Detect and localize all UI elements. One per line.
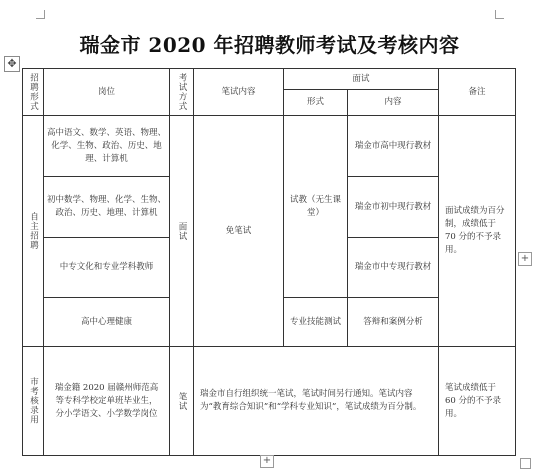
group2-exam-method: 笔试 [169, 346, 194, 456]
header-recruit-form: 招聘形式 [22, 68, 44, 116]
interview-form-trial-teaching: 试教（无生课堂） [283, 115, 348, 298]
group2-post: 瑞金籍 2020 届赣州师范高等专科学校定单班毕业生，分小学语文、小学数学岗位 [43, 346, 170, 456]
post-cell: 高中心理健康 [43, 297, 170, 347]
interview-content-cell: 瑞金市初中现行教材 [347, 176, 439, 238]
document-title: 瑞金市 2020 年招聘教师考试及考核内容 [79, 33, 460, 57]
header-remarks: 备注 [438, 68, 516, 116]
add-column-button[interactable]: + [518, 252, 532, 266]
group2-written-content: 瑞金市自行组织统一笔试，笔试时间另行通知。笔试内容为“教育综合知识”和“学科专业知识”，笔试成绩为百分制。 [193, 346, 439, 456]
interview-content-cell: 答辩和案例分析 [347, 297, 439, 347]
interview-content-cell: 瑞金市中专现行教材 [347, 237, 439, 298]
page-corner-mark-left [36, 10, 45, 19]
group2-remarks: 笔试成绩低于 60 分的不予录用。 [438, 346, 516, 456]
group1-remarks: 面试成绩为百分制，成绩低于 70 分的不予录用。 [438, 115, 516, 347]
header-interview: 面试 [283, 68, 439, 90]
header-exam-method: 考试方式 [169, 68, 194, 116]
group2-label: 市考核录用 [22, 346, 44, 456]
post-cell: 中专文化和专业学科教师 [43, 237, 170, 298]
post-cell: 初中数学、物理、化学、生物、政治、历史、地理、计算机 [43, 176, 170, 238]
header-post: 岗位 [43, 68, 170, 116]
header-interview-form: 形式 [283, 89, 348, 116]
interview-content-cell: 瑞金市高中现行教材 [347, 115, 439, 177]
table-resize-handle[interactable] [520, 458, 531, 469]
group1-written-content: 免笔试 [193, 115, 284, 347]
group1-label: 自主招聘 [22, 115, 44, 347]
header-interview-content: 内容 [347, 89, 439, 116]
interview-form-skills-test: 专业技能测试 [283, 297, 348, 347]
add-row-button[interactable]: + [260, 455, 274, 468]
header-written-content: 笔试内容 [193, 68, 284, 116]
group1-exam-method: 面试 [169, 115, 194, 347]
post-cell: 高中语文、数学、英语、物理、化学、生物、政治、历史、地理、计算机 [43, 115, 170, 177]
page-corner-mark-right [495, 10, 504, 19]
table-move-handle-icon[interactable]: ✥ [4, 56, 20, 72]
